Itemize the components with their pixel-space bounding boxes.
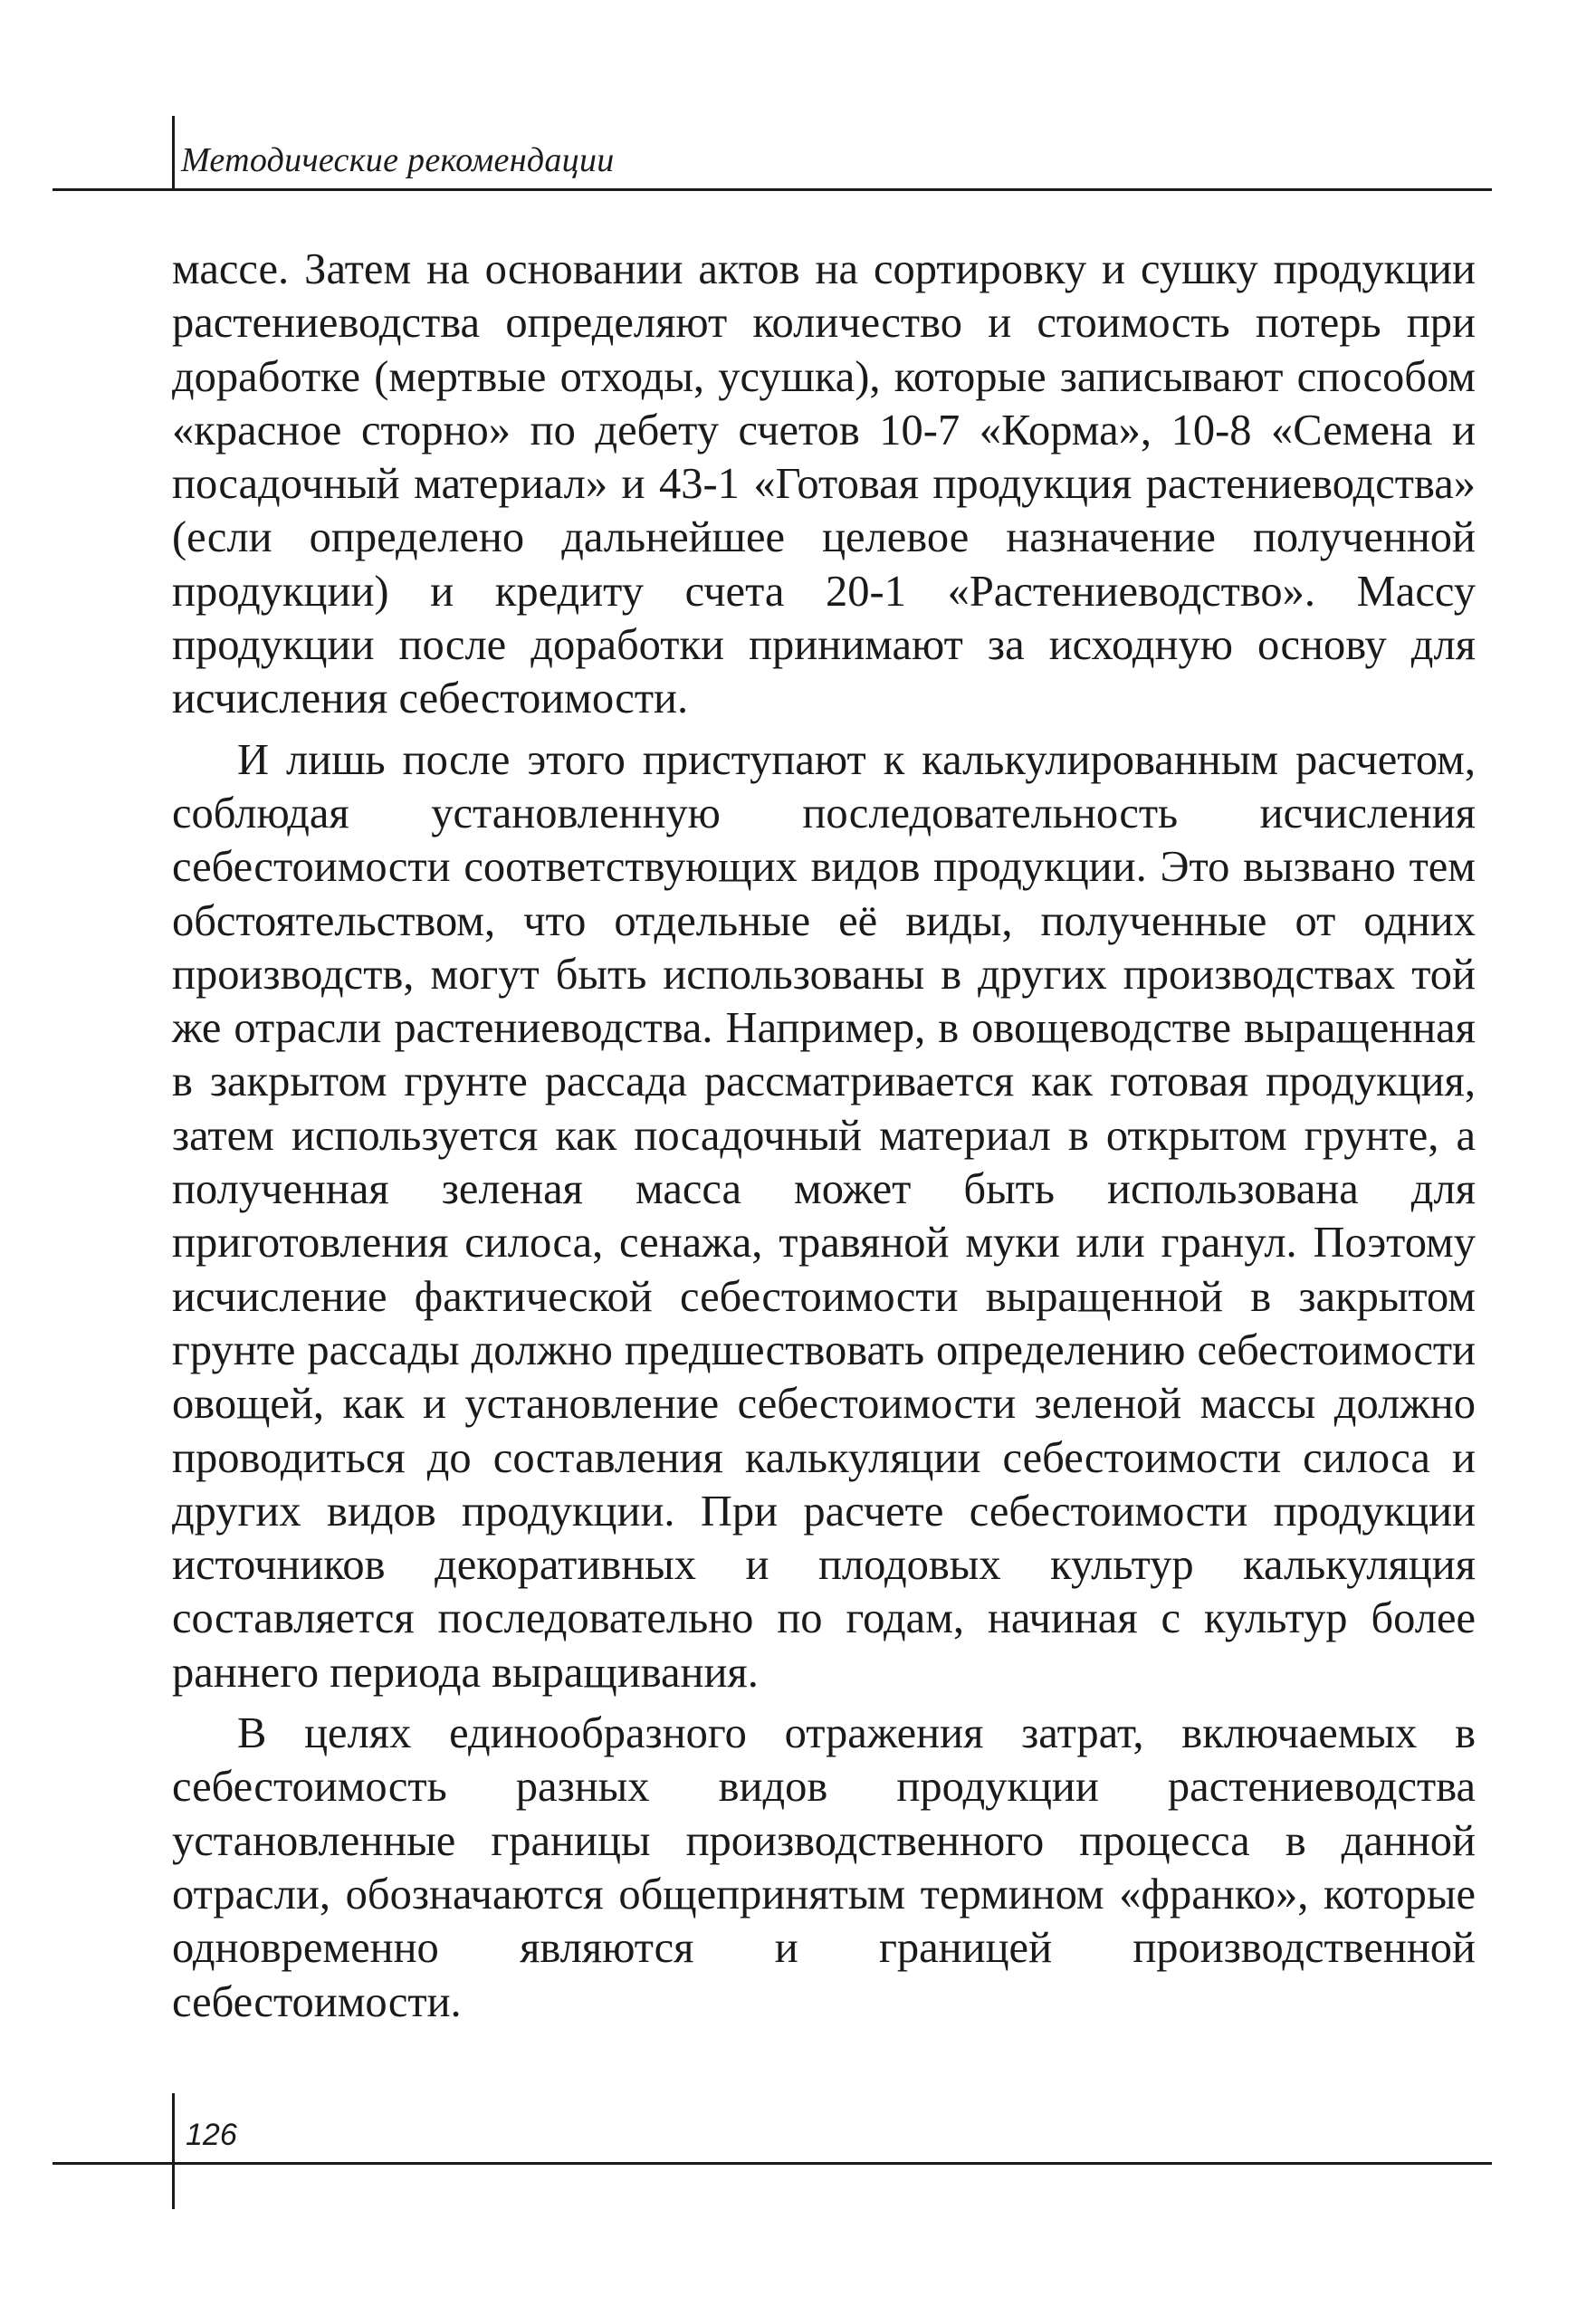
paragraph-1: массе. Затем на основании актов на сортировку и сушку продукции растениеводства определяют количество и стоимость потерь при доработке (мертвые отходы, усушка), которые записывают способом «красное сторно» по дебету счетов 10-7 «Корма», 10-8 «Семена и посадочный материал» и 43-1 «Готовая продукция растениеводства» (если определено дальнейшее целевое назначение полученной продукции) и кредиту счета 20-1 «Растениеводство». Массу продукции после доработки принимают за исходную основу для исчисления себестоимости. [172,245,1476,723]
footer-vertical-rule [172,2093,175,2209]
header-horizontal-rule [53,188,1492,191]
footer-horizontal-rule [53,2162,1492,2165]
paragraph-3: В целях единообразного отражения затрат, включаемых в себестоимость разных видов продукции растениеводства установленные границы производственного процесса в данной отрасли, обозначаются общепринятым термином «франко», которые одновременно являются и границей производственной себестоимости. [172,1709,1476,2026]
paragraph-2: И лишь после этого приступают к калькулированным расчетом, соблюдая установленную последовательность исчисления себестоимости соответствующих видов продукции. Это вызвано тем обстоятельством, что отдельные её виды, полученные от одних производств, могут быть использованы в других производствах той же отрасли растениеводства. Например, в овощеводстве выращенная в закрытом грунте рассада рассматривается как готовая продукция, затем используется как посадочный материал в открытом грунте, а полученная зеленая масса может быть использована для приготовления силоса, сенажа, травяной муки или гранул. Поэтому исчисление фактической себестоимости выращенной в закрытом грунте рассады должно предшествовать определению себестоимости овощей, как и установление себестоимости зеленой массы должно проводиться до составления калькуляции себестоимости силоса и других видов продукции. При расчете себестоимости продукции источников декоративных и плодовых культур калькуляция составляется последовательно по годам, начиная с культур более раннего периода выращивания. [172,735,1476,1697]
running-head: Методические рекомендации [181,141,615,179]
page-number: 126 [186,2118,237,2152]
header-vertical-rule [172,116,175,190]
page-body [172,243,1476,2029]
